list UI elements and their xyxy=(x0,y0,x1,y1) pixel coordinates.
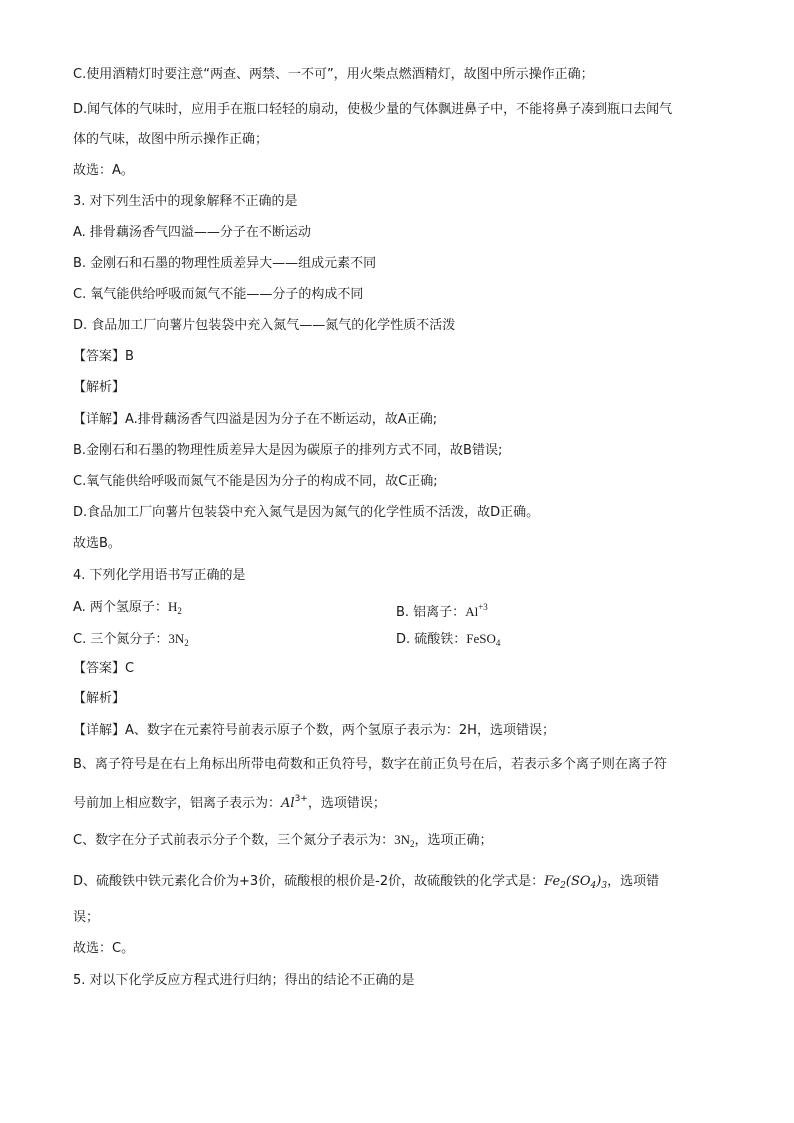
question-4-answer: 【答案】C xyxy=(73,661,135,676)
detail-d-formula-so: (SO xyxy=(565,874,591,889)
detail-c-suffix: ，选项正确； xyxy=(414,833,493,848)
detail-d-text: D、硫酸铁中铁元素化合价为+3价，硫酸根的根价是-2价，故硫酸铁的化学式是： xyxy=(73,874,545,889)
question-3-detail-a: 【详解】A.排骨藕汤香气四溢是因为分子在不断运动，故A正确; xyxy=(73,412,438,427)
detail-c-subscript: 2 xyxy=(409,839,415,849)
option-a-label: A. 两个氢原子： xyxy=(73,600,168,615)
text-line-c-alcohol-lamp: C.使用酒精灯时要注意“两查、两禁、一不可”，用火柴点燃酒精灯，故图中所示操作正确； xyxy=(73,67,594,82)
detail-d-formula-fe: Fe xyxy=(544,874,561,889)
detail-b-superscript: 3+ xyxy=(294,794,308,804)
question-3-option-b: B. 金刚石和石墨的物理性质差异大——组成元素不同 xyxy=(73,256,377,271)
option-b-label: B. 铝离子： xyxy=(396,605,466,620)
question-4-detail-b-1: B、离子符号是在右上角标出所带电荷数和正负符号，数字在前正负号在后，若表示多个离子则在离子符 xyxy=(73,757,667,772)
option-d-subscript: 4 xyxy=(495,638,501,648)
detail-d-subscript-so: 4 xyxy=(590,881,597,891)
question-4-option-b xyxy=(396,598,488,622)
detail-b-text: 号前加上相应数字，铝离子表示为： xyxy=(73,796,282,811)
detail-d-subscript-close: 3 xyxy=(601,881,608,891)
text-line-choose-a: 故选：A。 xyxy=(73,163,134,178)
text-line-d-smell-1: D.闻气体的气味时，应用手在瓶口轻轻的扇动，使极少量的气体飘进鼻子中，不能将鼻子凑到瓶口去闻气 xyxy=(73,102,673,117)
option-c-subscript: 2 xyxy=(184,638,189,648)
option-a-subscript: 2 xyxy=(177,606,182,616)
question-4-option-a xyxy=(73,598,182,620)
detail-b-suffix: ，选项错误； xyxy=(307,796,386,811)
question-4-detail-d-1 xyxy=(73,873,659,895)
detail-c-text: C、数字在分子式前表示分子个数，三个氮分子表示为： xyxy=(73,833,395,848)
question-4-option-d xyxy=(396,630,500,652)
question-4-analysis-heading: 【解析】 xyxy=(73,691,126,706)
question-3-analysis-heading: 【解析】 xyxy=(73,380,126,395)
option-b-superscript: +3 xyxy=(478,602,488,612)
question-3-stem: 3. 对下列生活中的现象解释不正确的是 xyxy=(73,194,298,209)
question-4-option-c xyxy=(73,630,189,652)
question-3-detail-c: C.氧气能供给呼吸而氮气不能是因为分子的构成不同，故C正确; xyxy=(73,474,438,489)
option-b-formula: Al xyxy=(465,604,479,619)
question-4-detail-d-2: 误； xyxy=(73,910,100,925)
option-c-label: C. 三个氮分子： xyxy=(73,632,169,647)
option-c-formula: 3N xyxy=(168,631,185,646)
question-3-detail-d: D.食品加工厂向薯片包装袋中充入氮气是因为氮气的化学性质不活泼，故D正确。 xyxy=(73,505,540,520)
text-line-d-smell-2: 体的气味，故图中所示操作正确； xyxy=(73,132,269,147)
question-4-detail-b-2 xyxy=(73,790,386,813)
question-3-detail-b: B.金刚石和石墨的物理性质差异大是因为碳原子的排列方式不同，故B错误; xyxy=(73,443,503,458)
detail-d-formula-close: ) xyxy=(596,874,602,889)
detail-b-formula: Al xyxy=(281,796,295,811)
question-3-option-a: A. 排骨藕汤香气四溢——分子在不断运动 xyxy=(73,225,311,240)
question-3-option-d: D. 食品加工厂向薯片包装袋中充入氮气——氮气的化学性质不活泼 xyxy=(73,318,456,333)
detail-d-subscript-fe: 2 xyxy=(560,881,566,891)
option-d-label: D. 硫酸铁： xyxy=(396,632,467,647)
text-line-choose-c: 故选：C。 xyxy=(73,941,135,956)
detail-d-suffix: ，选项错 xyxy=(607,874,660,889)
text-line-choose-b: 故选B。 xyxy=(73,536,121,551)
question-3-option-c: C. 氧气能供给呼吸而氮气不能——分子的构成不同 xyxy=(73,287,364,302)
option-a-formula: H xyxy=(167,599,178,614)
detail-c-formula: 3N xyxy=(394,832,410,847)
question-4-detail-c xyxy=(73,831,492,853)
question-5-stem: 5. 对以下化学反应方程式进行归纳；得出的结论不正确的是 xyxy=(73,973,415,988)
option-d-formula: FeSO xyxy=(466,631,496,646)
question-4-stem: 4. 下列化学用语书写正确的是 xyxy=(73,568,246,583)
question-3-answer: 【答案】B xyxy=(73,349,134,364)
question-4-detail-a: 【详解】A、数字在元素符号前表示原子个数，两个氢原子表示为：2H，选项错误； xyxy=(73,723,555,738)
